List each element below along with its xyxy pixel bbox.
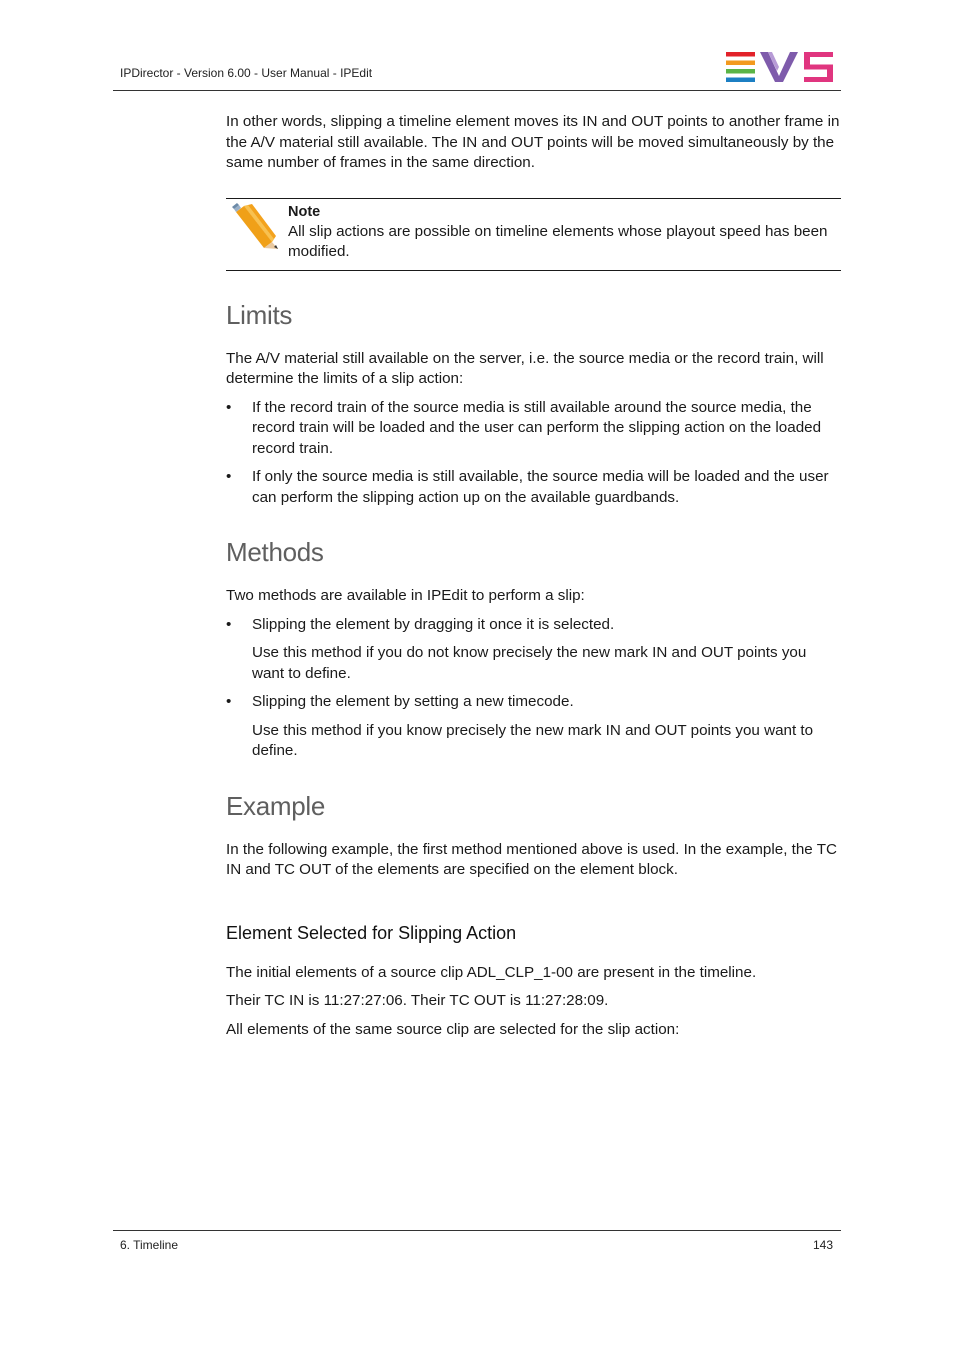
evs-logo [726, 52, 834, 82]
example-paragraph: Their TC IN is 11:27:27:06. Their TC OUT is 11:27:28:09. [226, 992, 609, 1009]
example-intro: In the following example, the first method mentioned above is used. In the example, the TC IN and TC OUT of the elements are specified on the element block. [226, 840, 837, 878]
example-paragraph: All elements of the same source clip are selected for the slip action: [226, 1020, 680, 1038]
note-box [226, 198, 841, 271]
list-item: • If only the source media is still available, the source media will be loaded and the user can perform the slipping action up on the available guardbands. [226, 467, 841, 508]
pencil-icon [232, 202, 280, 250]
methods-list-2 [226, 692, 841, 713]
footer-divider [113, 1230, 841, 1231]
page-number: 143 [812, 1238, 833, 1252]
method-detail: Use this method if you know precisely the new mark IN and OUT points you want to define. [252, 721, 814, 759]
list-item: • Slipping the element by setting a new timecode. [226, 692, 841, 713]
methods-intro: Two methods are available in IPEdit to perform a slip: [226, 587, 585, 604]
example-subheading: Element Selected for Slipping Action [226, 922, 517, 943]
example-heading: Example [226, 790, 326, 821]
main-content [226, 112, 841, 1048]
limits-intro: The A/V material still available on the server, i.e. the source media or the record train, will determine the limits of a slip action: [226, 349, 824, 387]
note-text: All slip actions are possible on timeline elements whose playout speed has been modified. [288, 222, 828, 260]
methods-list [226, 615, 841, 636]
list-item: • Slipping the element by dragging it once it is selected. [226, 615, 841, 636]
header-divider [113, 90, 841, 91]
limits-heading: Limits [226, 299, 293, 330]
example-paragraph: The initial elements of a source clip ADL_CLP_1-00 are present in the timeline. [226, 963, 757, 981]
note-title: Note [288, 203, 321, 220]
methods-heading: Methods [226, 537, 324, 567]
running-header: IPDirector - Version 6.00 - User Manual - IPEdit [120, 66, 373, 80]
limits-list [226, 398, 841, 509]
intro-paragraph: In other words, slipping a timeline element moves its IN and OUT points to another frame in the A/V material still available. The IN and OUT points will be moved simultaneously by the same number of frames in the same direction. [226, 113, 840, 171]
footer-chapter: 6. Timeline [120, 1238, 179, 1252]
method-detail: Use this method if you do not know precisely the new mark IN and OUT points you want to define. [252, 644, 807, 682]
list-item: • If the record train of the source media is still available around the source media, the record train will be loaded and the user can perform the slipping action on the loaded record train. [226, 398, 841, 460]
